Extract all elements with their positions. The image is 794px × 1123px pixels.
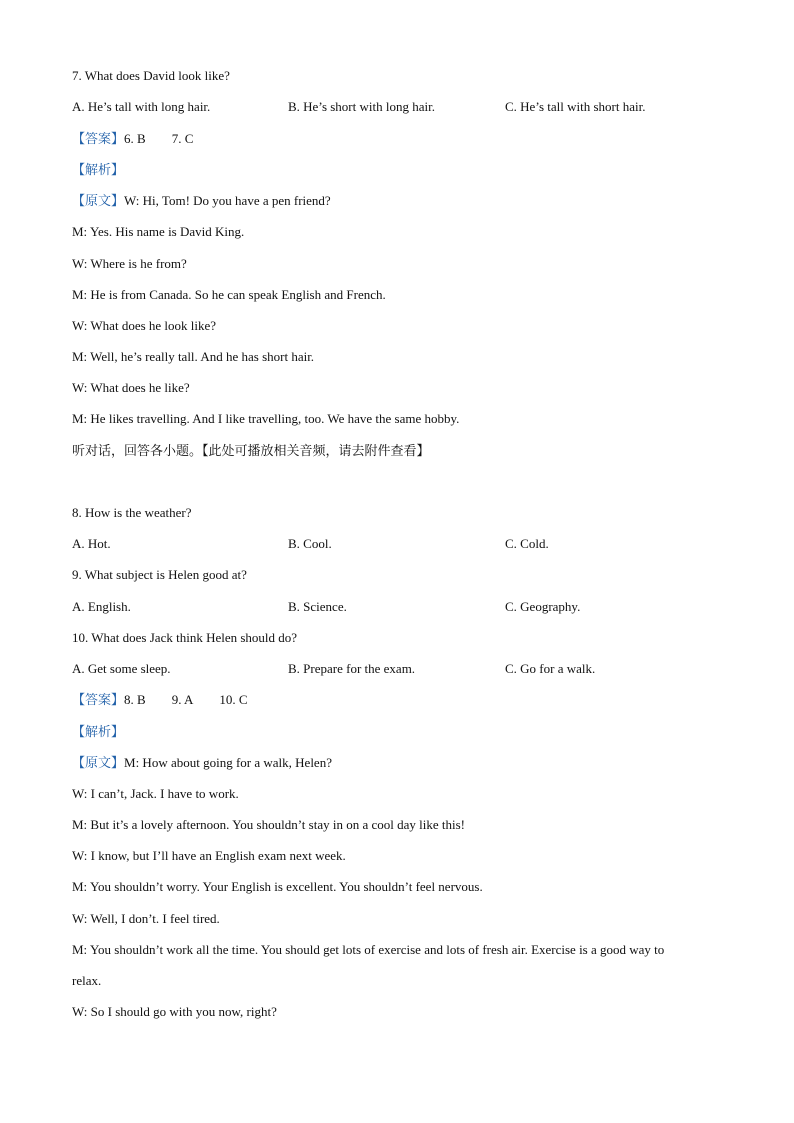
answer-8: 8. B: [124, 692, 146, 707]
transcript-1-line-7: M: He likes travelling. And I like travelling, too. We have the same hobby.: [72, 411, 460, 426]
transcript-2-line-5: W: Well, I don’t. I feel tired.: [72, 911, 220, 926]
q7-option-b: B. He’s short with long hair.: [288, 99, 435, 114]
q10-option-c: C. Go for a walk.: [505, 661, 596, 676]
transcript-1-first-line: [72, 193, 331, 209]
q10-option-b: B. Prepare for the exam.: [288, 661, 416, 676]
transcript-2-line-0: M: How about going for a walk, Helen?: [124, 755, 332, 770]
transcript-2-line-1: W: I can’t, Jack. I have to work.: [72, 786, 239, 801]
q7-option-a: A. He’s tall with long hair.: [72, 99, 211, 114]
question-9: 9. What subject is Helen good at?: [72, 567, 247, 582]
q10-option-a: A. Get some sleep.: [72, 661, 171, 676]
q9-option-b: B. Science.: [288, 599, 347, 614]
transcript-2-line-4: M: You shouldn’t worry. Your English is excellent. You shouldn’t feel nervous.: [72, 879, 483, 894]
answer-7: 7. C: [171, 131, 194, 146]
transcript-tag: 【原文】: [72, 193, 125, 208]
transcript-2-line-3: W: I know, but I’ll have an English exam next week.: [72, 848, 346, 863]
question-7: 7. What does David look like?: [72, 68, 230, 83]
transcript-1-line-3: M: He is from Canada. So he can speak English and French.: [72, 287, 386, 302]
answer-tag: 【答案】: [72, 131, 125, 146]
q8-option-c: C. Cold.: [505, 536, 549, 551]
transcript-1-line-1: M: Yes. His name is David King.: [72, 224, 245, 239]
transcript-1-line-0: W: Hi, Tom! Do you have a pen friend?: [124, 193, 331, 208]
answer-6: 6. B: [124, 131, 146, 146]
transcript-1-line-2: W: Where is he from?: [72, 256, 187, 271]
transcript-tag: 【原文】: [72, 755, 125, 770]
transcript-2-line-2: M: But it’s a lovely afternoon. You shouldn’t stay in on a cool day like this!: [72, 817, 465, 832]
answer-10: 10. C: [219, 692, 248, 707]
q7-option-c: C. He’s tall with short hair.: [505, 99, 646, 114]
transcript-1-line-6: W: What does he like?: [72, 380, 190, 395]
listening-instruction: 听对话，回答各小题。【此处可播放相关音频，请去附件查看】: [72, 443, 430, 458]
answer-tag: 【答案】: [72, 692, 125, 707]
analysis-tag-1: 【解析】: [72, 162, 125, 177]
transcript-2-line-7: relax.: [72, 973, 102, 988]
transcript-1-line-5: M: Well, he’s really tall. And he has short hair.: [72, 349, 315, 364]
transcript-2-line-6: M: You shouldn’t work all the time. You should get lots of exercise and lots of fresh air. Exercise is a good way to: [72, 942, 665, 957]
analysis-tag-2: 【解析】: [72, 724, 125, 739]
transcript-2-line-8: W: So I should go with you now, right?: [72, 1004, 277, 1019]
transcript-2-first-line: [72, 755, 332, 771]
answer-line-2: [72, 692, 274, 708]
q8-option-b: B. Cool.: [288, 536, 332, 551]
question-10: 10. What does Jack think Helen should do?: [72, 630, 298, 645]
answer-line-1: [72, 131, 219, 147]
q8-option-a: A. Hot.: [72, 536, 111, 551]
answer-9: 9. A: [171, 692, 194, 707]
transcript-1-line-4: W: What does he look like?: [72, 318, 217, 333]
q9-option-c: C. Geography.: [505, 599, 581, 614]
q9-option-a: A. English.: [72, 599, 131, 614]
question-8: 8. How is the weather?: [72, 505, 192, 520]
